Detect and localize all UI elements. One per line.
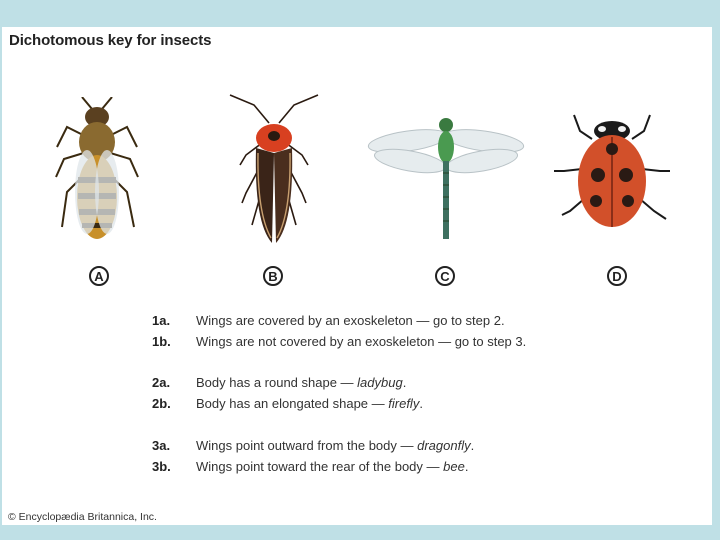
key-description: Wings point toward the rear of the body — bee. [196,459,469,474]
key-row [152,334,692,354]
diagram-card [2,27,712,525]
specimen-label-d: D [607,266,627,286]
insect-name: firefly [388,396,420,411]
specimen-label-c: C [435,266,455,286]
key-description: Wings point outward from the body — dragonfly. [196,438,475,453]
key-description: Body has an elongated shape — firefly. [196,396,423,411]
key-description: Body has a round shape — ladybug. [196,375,407,390]
key-step: 1a. [152,313,171,328]
diagram-title: Dichotomous key for insects [9,32,212,49]
ladybug-icon [552,109,672,239]
insect-name: bee [443,459,465,474]
key-step: 1b. [152,334,171,349]
key-step: 2a. [152,375,171,390]
key-row [152,396,692,416]
specimen-label-b: B [263,266,283,286]
key-row [152,313,692,333]
key-step: 3a. [152,438,171,453]
bee-icon [42,97,152,247]
key-row [152,459,692,479]
key-row [152,375,692,395]
copyright-credit: © Encyclopædia Britannica, Inc. [8,511,157,523]
firefly-icon [224,93,324,248]
insect-name: ladybug [357,375,403,390]
key-row [152,438,692,458]
specimen-label-a: A [89,266,109,286]
key-description: Wings are not covered by an exoskeleton — go to step 3. [196,334,527,349]
insect-name: dragonfly [417,438,471,453]
key-description: Wings are covered by an exoskeleton — go to step 2. [196,313,505,328]
key-step: 3b. [152,459,171,474]
key-step: 2b. [152,396,171,411]
dragonfly-icon [366,113,526,243]
